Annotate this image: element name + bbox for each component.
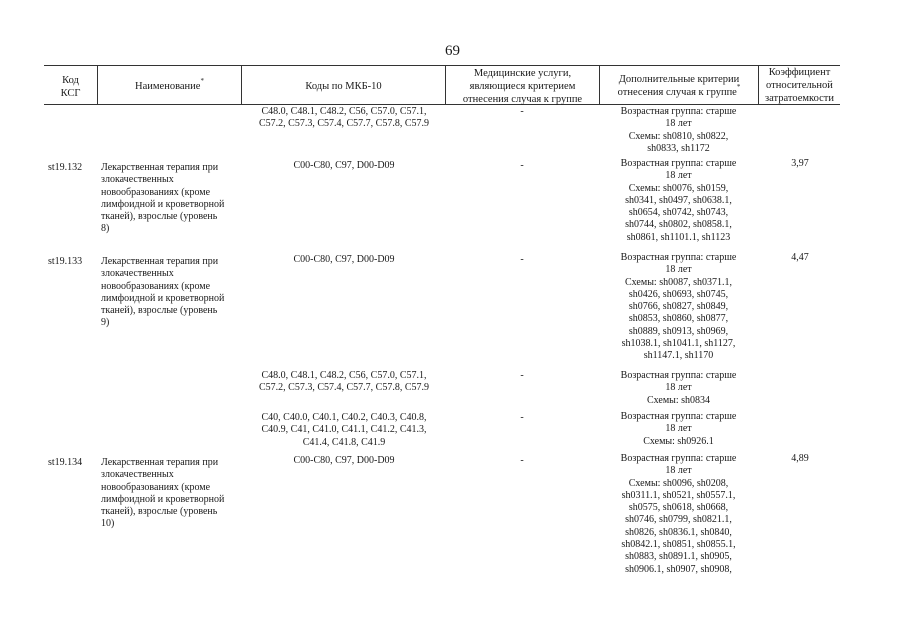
row-services: - (520, 106, 524, 117)
row-mkb-codes: C00-C80, C97, D00-D09 (293, 160, 395, 171)
row-coefficient: 4,89 (791, 453, 809, 464)
header-name: Наименование* (135, 77, 204, 92)
table-header-bottom-border (44, 104, 840, 105)
row-mkb-codes: C48.0, C48.1, C48.2, C56, C57.0, C57.1, C57.2, C57.3, C57.4, C57.7, C57.8, C57.9 (258, 370, 430, 394)
row-services: - (520, 370, 524, 381)
row-criteria: Возрастная группа: старше 18 лет Схемы: sh0096, sh0208, sh0311.1, sh0521, sh0557.1, sh0575, sh0618, sh0668, sh0746, sh0799, sh0821.1, sh0826, sh0836.1, sh0840, sh0842.1, sh0851, sh0855.1, sh0883, sh0891.1, sh0905, sh0906.1, sh0907, sh0908, (620, 453, 737, 575)
row-name: Лекарственная терапия при злокачественных новообразованиях (кроме лимфоидной и кроветворной тканей), взрослые (уровень 10) (101, 457, 225, 530)
row-mkb-codes: C40, C40.0, C40.1, C40.2, C40.3, C40.8, C40.9, C41, C41.0, C41.1, C41.2, C41.3, C41.4, C41.8, C41.9 (261, 412, 427, 448)
row-code: st19.133 (48, 256, 83, 267)
row-criteria: Возрастная группа: старше 18 лет Схемы: sh0926.1 (620, 411, 737, 447)
row-mkb-codes: C48.0, C48.1, C48.2, C56, C57.0, C57.1, C57.2, C57.3, C57.4, C57.7, C57.8, C57.9 (258, 106, 430, 130)
header-coefficient: Коэффициент относительной затратоемкости (765, 67, 834, 104)
row-mkb-codes: C00-C80, C97, D00-D09 (293, 455, 395, 466)
row-name: Лекарственная терапия при злокачественных новообразованиях (кроме лимфоидной и кроветворной тканей), взрослые (уровень 9) (101, 256, 225, 329)
page-number: 69 (445, 43, 460, 59)
row-criteria: Возрастная группа: старше 18 лет Схемы: sh0087, sh0371.1, sh0426, sh0693, sh0745, sh0766, sh0827, sh0849, sh0853, sh0860, sh0877, sh0889, sh0913, sh0969, sh1038.1, sh1041.1, sh1127, sh1147.1, sh1170 (620, 252, 737, 362)
row-services: - (520, 254, 524, 265)
table-top-border (44, 65, 840, 66)
header-code: Код КСГ (60, 75, 81, 99)
row-services: - (520, 160, 524, 171)
header-services: Медицинские услуги, являющиеся критерием отнесения случая к группе (462, 68, 583, 105)
row-code: st19.132 (48, 162, 83, 173)
row-name: Лекарственная терапия при злокачественных новообразованиях (кроме лимфоидной и кроветворной тканей), взрослые (уровень 8) (101, 162, 225, 235)
row-services: - (520, 455, 524, 466)
row-criteria: Возрастная группа: старше 18 лет Схемы: sh0076, sh0159, sh0341, sh0497, sh0638.1, sh0654, sh0742, sh0743, sh0744, sh0802, sh0858.1, sh0861, sh1101.1, sh1123 (620, 158, 737, 243)
row-coefficient: 3,97 (791, 158, 809, 169)
row-criteria: Возрастная группа: старше 18 лет Схемы: sh0834 (620, 370, 737, 406)
row-criteria: Возрастная группа: старше 18 лет Схемы: sh0810, sh0822, sh0833, sh1172 (620, 106, 737, 154)
row-coefficient: 4,47 (791, 252, 809, 263)
row-services: - (520, 412, 524, 423)
header-criteria: Дополнительные критерии отнесения случая к группе* (617, 74, 741, 98)
row-code: st19.134 (48, 457, 83, 468)
header-mkb: Коды по МКБ-10 (305, 81, 382, 92)
row-mkb-codes: C00-C80, C97, D00-D09 (293, 254, 395, 265)
